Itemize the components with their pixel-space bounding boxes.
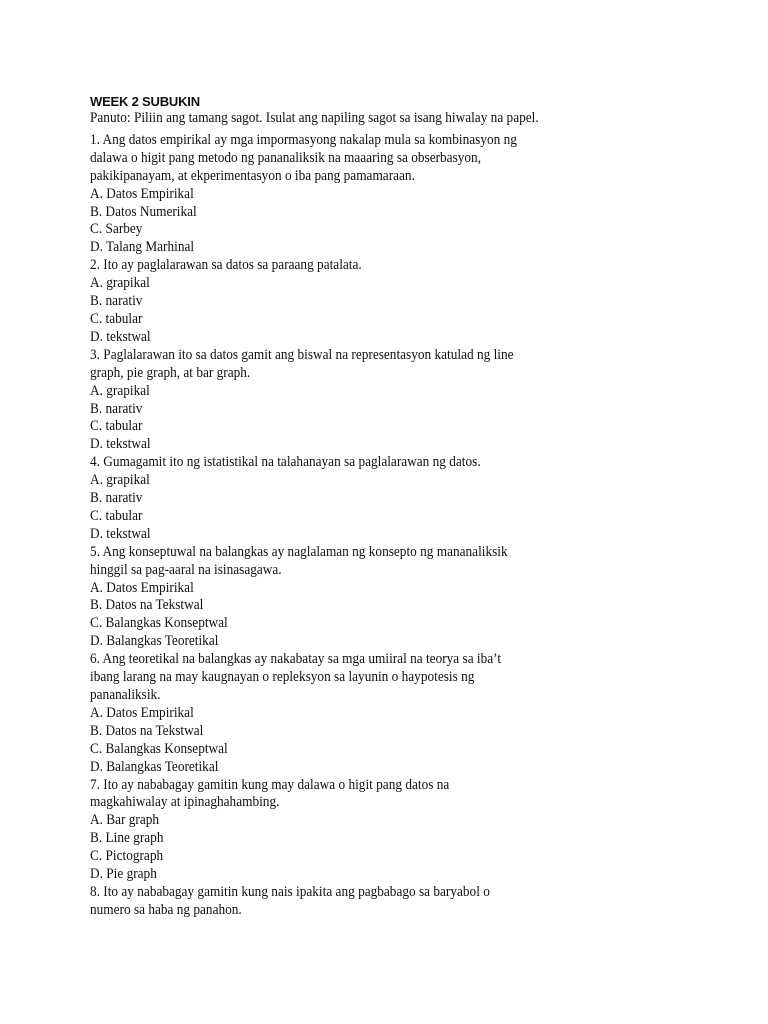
answer-choice: B. narativ — [90, 293, 143, 310]
question-text-line: 1. Ang datos empirikal ay mga impormasyong nakalap mula sa kombinasyon ng — [90, 131, 517, 148]
question-text-line: pananaliksik. — [90, 687, 161, 703]
answer-choice: D. Balangkas Teoretikal — [90, 633, 219, 650]
answer-choice: D. tekstwal — [90, 525, 151, 542]
answer-choice: A. Bar graph — [90, 812, 160, 829]
answer-choice: C. tabular — [90, 310, 143, 327]
page-heading: WEEK 2 SUBUKIN — [90, 94, 200, 109]
question-7 — [90, 777, 690, 884]
question-text-line: 3. Paglalarawan ito sa datos gamit ang biswal na representasyon katulad ng line — [90, 346, 514, 363]
answer-choice: D. Pie graph — [90, 866, 157, 883]
answer-choice: C. Balangkas Konseptwal — [90, 615, 228, 632]
answer-choice: D. Balangkas Teoretikal — [90, 758, 219, 775]
question-2 — [90, 257, 690, 347]
question-text-line: pakikipanayam, at ekperimentasyon o iba pang pamamaraan. — [90, 167, 415, 184]
question-text-line: 6. Ang teoretikal na balangkas ay nakabatay sa mga umiiral na teorya sa iba’t — [90, 651, 502, 668]
answer-choice: A. grapikal — [90, 275, 150, 292]
document-page — [90, 93, 690, 920]
answer-choice: C. tabular — [90, 418, 143, 435]
question-text-line: 2. Ito ay paglalarawan sa datos sa paraang patalata. — [90, 257, 362, 274]
question-5 — [90, 544, 690, 651]
question-text-line: ibang larang na may kaugnayan o repleksyon sa layunin o haypotesis ng — [90, 669, 475, 686]
question-text-line: 7. Ito ay nababagay gamitin kung may dalawa o higit pang datos na — [90, 776, 450, 793]
answer-choice: B. narativ — [90, 400, 143, 417]
question-text-line: numero sa haba ng panahon. — [90, 901, 242, 918]
answer-choice: A. grapikal — [90, 472, 150, 489]
answer-choice: D. tekstwal — [90, 328, 151, 345]
question-6 — [90, 651, 690, 776]
question-text-line: 4. Gumagamit ito ng istatistikal na talahanayan sa paglalarawan ng datos. — [90, 454, 481, 471]
answer-choice: C. Balangkas Konseptwal — [90, 740, 228, 757]
question-text-line: 8. Ito ay nababagay gamitin kung nais ipakita ang pagbabago sa baryabol o — [90, 883, 490, 900]
question-8 — [90, 884, 690, 920]
answer-choice: D. Talang Marhinal — [90, 239, 195, 256]
answer-choice: C. Pictograph — [90, 848, 164, 865]
question-1 — [90, 132, 690, 257]
answer-choice: B. Datos na Tekstwal — [90, 597, 204, 614]
question-text-line: hinggil sa pag-aaral na isinasagawa. — [90, 561, 282, 578]
question-4 — [90, 454, 690, 544]
answer-choice: B. Datos Numerikal — [90, 203, 197, 220]
question-text-line: 5. Ang konseptuwal na balangkas ay naglalaman ng konsepto ng mananaliksik — [90, 543, 508, 560]
instruction-text: Panuto: Piliin ang tamang sagot. Isulat ang napiling sagot sa isang hiwalay na papel. — [90, 110, 539, 126]
answer-choice: C. Sarbey — [90, 221, 143, 238]
answer-choice: D. tekstwal — [90, 436, 151, 453]
question-list — [90, 132, 690, 920]
question-3 — [90, 347, 690, 454]
answer-choice: B. narativ — [90, 490, 143, 507]
answer-choice: B. Datos na Tekstwal — [90, 722, 204, 739]
answer-choice: B. Line graph — [90, 830, 164, 847]
question-text-line: magkahiwalay at ipinaghahambing. — [90, 794, 280, 811]
answer-choice: A. grapikal — [90, 382, 150, 399]
answer-choice: A. Datos Empirikal — [90, 704, 194, 721]
question-text-line: graph, pie graph, at bar graph. — [90, 364, 251, 381]
answer-choice: A. Datos Empirikal — [90, 579, 194, 596]
answer-choice: A. Datos Empirikal — [90, 185, 194, 202]
answer-choice: C. tabular — [90, 507, 143, 524]
question-text-line: dalawa o higit pang metodo ng pananaliksik na maaaring sa obserbasyon, — [90, 149, 482, 166]
